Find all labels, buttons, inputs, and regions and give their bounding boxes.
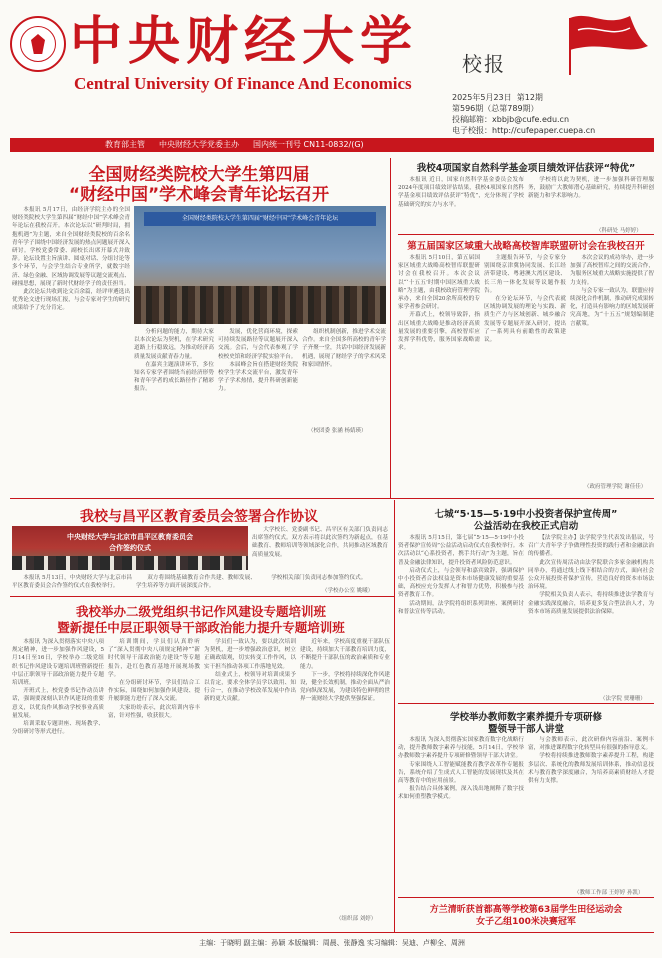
issue-info: [452, 92, 657, 136]
article-body: 本次会议的成功举办，进一步加强了高校智库之间的交流合作，为服务区域重大战略实施提供了智力支持。 与会专家一致认为，联盟应持续深化合作机制，推动研究成果转化，打造具有影响力的区域发展研究高地，为“十五五”规划编制建言献策。: [570, 255, 654, 327]
article-source: （组织部 刘婷）: [336, 916, 377, 922]
section-divider: [398, 897, 654, 898]
article-title: 暨新提任中层正职领导干部政治能力提升专题培训班: [57, 620, 345, 635]
article-body: 本报讯 5月15日，第七届“5·15—5·19中小投资者保护宣传周”公益活动启动仪式在我校举行。本次活动以“心系投资者，携手共行动”为主题，旨在普及金融法律知识，提升投资者风险防范意识。 启动仪式上，与会领导和嘉宾致辞，强调保护中小投资者合法权益是资本市场健康发展的重要基础，高校应充分发挥人才和智力优势，积极参与投资者教育工作。 活动期间，法学院将组织系列讲座、案例研讨和普法宣传等活动。: [398, 535, 524, 615]
banner-item: 国内统一刊号 CN11-0832/(G): [253, 140, 364, 149]
column-divider: [394, 500, 395, 932]
article-title: 我校4项国家自然科学基金项目绩效评估获评“特优”: [416, 163, 636, 174]
article-body: 本报讯 5月17日，由经济学院主办的全国财经类院校大学生第四届“财经中国”学术峰会青年论坛在我校召开。本次论坛以“研判时局，拥抱机遇”为主题，来自全国财经类院校的百余名青年学子围绕中国经济发展的热点问题展开深入研讨。学校党委常委、副校长出席开幕式并致辞。论坛设置主旨演讲、圆桌对话、分组讨论等多个环节，与会学生结合专业所学，就数字经济、绿色金融、区域协调发展等议题交流观点、碰撞思想，展现了新时代财经学子的责任担当。 此次论坛共收到论文百余篇，经评审遴选出优秀论文进行现场汇报，与会专家对学生的研究成果给予了充分肯定。: [12, 207, 130, 312]
article-title: 女子乙组100米决赛冠军: [476, 917, 576, 927]
article-body: 学员们一致认为，要以此次培训为契机，进一步增强政治意识，树立正确政绩观，切实转变工作作风，以实干担当推动各项工作落地见效。 结业式上，校领导对培训成果予以肯定，要求全体学员学以致用、知行合一，在推动学校改革发展中作出新的更大贡献。: [204, 639, 296, 703]
footer-editors: 主编：于晓明 副主编：孙颖 本版编辑：周晨、张静逸 实习编辑：吴迪、卢柳全、周洲: [199, 939, 465, 947]
section-divider: [398, 234, 654, 235]
footer-divider: [10, 932, 654, 933]
column-divider: [390, 158, 391, 498]
article-source: （政府管理学院 谢佳佳）: [584, 484, 647, 490]
article-body: 双方将围绕基础教育合作共建、教师发展、学生培养等方面开展深度合作。: [136, 575, 256, 590]
article-body: 本报讯 5月10日，第五届国家区域重大战略高校智库联盟研讨会在我校召开。本次会议以“‘十五五’时期中国区域重大战略”为主题，由我校政府管理学院承办，来自全国20余所高校的专家学者参会研讨。 开幕式上，校领导致辞，指出区域重大战略是推动经济高质量发展的重要引擎，高校智库应发挥学科优势，服务国家战略需求。: [398, 255, 480, 352]
paper-type: 校报: [462, 52, 506, 76]
article-body: 学校将以此为契机，进一步加强科研管理服务，鼓励广大教师潜心基础研究，持续提升科研创新能力和学术影响力。: [528, 177, 654, 200]
red-flag-graphic: [560, 10, 652, 80]
article-body: 本报讯 近日，国家自然科学基金委员会发布2024年度项目绩效评估结果，我校4项国家自然科学基金项目绩效评估获评“特优”，充分体现了学校基础研究的实力与水平。: [398, 177, 524, 208]
article-source: （法学院 贾珊珊）: [600, 696, 646, 702]
issue-date: 2025年5月23日: [452, 93, 512, 102]
forum-photo: [134, 206, 386, 324]
article-body: 大学校长、党委副书记、昌平区有关部门负责同志出席签约仪式。双方表示将以此次签约为新起点，在基础教育、教师培训等领域深化合作，共同推动区域教育高质量发展。: [252, 527, 388, 558]
section-divider: [10, 498, 654, 499]
article-body: 本报讯 为深入贯彻落实中央八项规定精神，进一步加强作风建设，5月14日至16日，学校举办二级党组织书记作风建设专题培训班暨新提任中层正职领导干部政治能力提升专题培训班。 开班式上，校党委书记作动员讲话，强调要深刻认识作风建设的重要意义，以优良作风推动学校事业高质量发展。 培训采取专题讲座、现场教学、分组研讨等形式进行。: [12, 639, 104, 736]
article-title: 第五届国家区域重大战略高校智库联盟研讨会在我校召开: [407, 241, 645, 252]
article-title: 我校举办二级党组织书记作风建设专题培训班: [75, 604, 326, 619]
banner-item: 中央财经大学党委主办: [159, 140, 239, 149]
article-source: （科研处 马婷婷）: [596, 228, 642, 234]
article-body: 组织机制创新，推进学术交流合作。来自全国多所高校的青年学子齐聚一堂，共话中国经济发展新机遇，展现了财经学子的学术风采和家国情怀。: [302, 329, 386, 368]
article-body: 培训期间，学员们认真聆听了“深入贯彻中央八项规定精神”“新时代领导干部政治能力建设”等专题报告，赴红色教育基地开展现场教学。 在分组研讨环节，学员们结合工作实际，围绕如何加强作风建设、提升履职能力进行了深入交流。 大家纷纷表示，此次培训内容丰富，针对性强，收获很大。: [108, 639, 200, 719]
email-label: 投稿邮箱：: [452, 115, 492, 124]
article-title: “财经中国”学术峰会青年论坛召开: [68, 185, 330, 205]
article-title: 我校与昌平区教育委员会签署合作协议: [80, 509, 318, 525]
article-source: （校团委 张涵 杨婧瑛）: [308, 428, 367, 434]
article-title: 暨领导干部人讲堂: [487, 724, 564, 735]
university-seal-logo: [10, 16, 66, 72]
article-body: 【法学院主办】法学院学生代表发出倡议，号召广大青年学子争做理性投资的践行者和金融法治的传播者。 此次宣传周活动由法学院联合多家金融机构共同举办，将通过线上线下相结合的方式，面向社会公众开展投资者保护宣传，营造良好的资本市场法治环境。 学院相关负责人表示，将持续推进法学教育与金融实践深度融合，培养更多复合型法治人才，为资本市场高质量发展提供法治保障。: [528, 535, 654, 615]
section-divider: [398, 703, 654, 704]
issue-total-number: 第596期（总第789期）: [452, 104, 539, 113]
section-divider: [10, 596, 394, 597]
article-title: 公益活动在我校正式启动: [473, 521, 579, 532]
article-body: 分析问题的能力，期待大家以本次论坛为契机，在学术研究道路上行稳致远，为推动经济高质量发展贡献青春力量。 在嘉宾主题演讲环节，多位知名专家学者围绕当前经济形势和青年学者的成长路径作了精彩报告。: [134, 329, 214, 393]
banner-item: 教育部主管: [105, 140, 145, 149]
site-label: 电子校报：: [452, 126, 492, 135]
article-source: （学校办公室 姚曦）: [322, 588, 374, 594]
masthead-title-en: Central University Of Finance And Economics: [74, 74, 412, 93]
article-body: 近年来，学校高度重视干部队伍建设，持续加大干部教育培训力度，不断提升干部队伍的政治素质和专业能力。 下一步，学校将持续深化作风建设，健全长效机制，推动全面从严治党向纵深发展，为建设特色鲜明的世界一流财经大学提供坚强保证。: [300, 639, 390, 703]
article-title: 七城“5·15—5·19中小投资者保护宣传周”: [434, 509, 618, 520]
article-title: 方兰清昕获首都高等学校第63届学生田径运动会: [429, 905, 623, 915]
article-body: 本报讯 为深入贯彻落实国家教育数字化战略行动，提升教师数字素养与技能，5月14日，学校举办教师数字素养提升专项研修暨领导干部大讲堂。 专家围绕人工智能赋能教育教学改革作专题报告，系统介绍了生成式人工智能的发展现状及其在高等教育中的应用前景。 报告结合具体案例，深入浅出地阐释了数字技术如何重塑教学模式。: [398, 737, 524, 801]
article-body: 学校相关部门负责同志参加签约仪式。: [271, 575, 367, 581]
masthead-title-cn: 中央财经大学: [70, 11, 419, 72]
photo-banner-text: 全国财经类院校大学生第四届“财经中国”学术峰会青年论坛: [144, 212, 376, 226]
article-body: 本报讯 5月13日，中央财经大学与北京市昌平区教育委员会合作签约仪式在我校举行。: [12, 575, 132, 590]
photo-banner-text: 中央财经大学与北京市昌平区教育委员会: [67, 533, 193, 541]
publication-banner: [10, 138, 654, 152]
article-body: 与会教师表示，此次研修内容前沿、案例丰富，对推进课程数字化转型具有很强的指导意义。 学校将持续推进教师数字素养提升工程，构建多层次、系统化的教师发展培训体系，推动信息技术与教育教学深度融合，为培养高素质财经人才提供有力支撑。: [528, 737, 654, 785]
signing-photo: [12, 526, 248, 570]
site-link[interactable]: http://cufepaper.cuepa.cn: [492, 126, 596, 135]
photo-banner-text: 合作签约仪式: [109, 544, 151, 552]
article-title: 全国财经类院校大学生第四届: [88, 165, 310, 185]
article-body: 主题报告环节，与会专家分别围绕京津冀协同发展、长江经济带建设、粤港澳大湾区建设、长三角一体化发展等议题作报告。 在分论坛环节，与会代表就区域协调发展的理论与实践、新质生产力与区域创新、城乡融合发展等专题展开深入研讨，提出了一系列具有前瞻性的政策建议。: [484, 255, 566, 344]
article-title: 学校举办教师数字素养提升专项研修: [449, 712, 602, 723]
issue-number: 第12期: [516, 93, 543, 102]
email-value[interactable]: xbbjb@cufe.edu.cn: [492, 115, 570, 124]
article-body: 发展，优化营商环境，探索可持续发展路径等议题展开深入交流。会后，与会代表参观了学校校史馆和经济学院实验平台。 本届峰会旨在搭建财经类院校学生学术交流平台，激发青年学子学术热情，提升科研创新能力。: [218, 329, 298, 393]
article-source: （教师工作部 王婷婷 孙凯）: [574, 890, 644, 896]
